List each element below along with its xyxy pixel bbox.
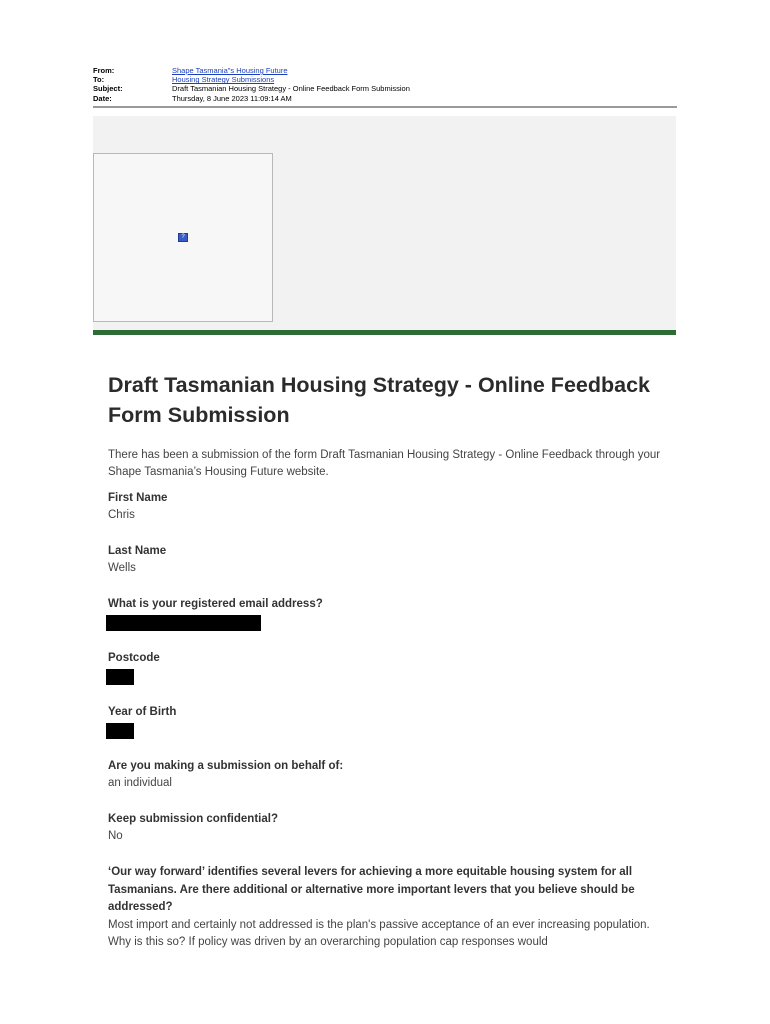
page-title: Draft Tasmanian Housing Strategy - Online Feedback Form Submission (108, 373, 650, 427)
broken-image-icon: ? (178, 233, 188, 242)
field-email (108, 596, 668, 631)
field-behalf (108, 758, 668, 792)
field-year-of-birth (108, 704, 668, 739)
last-name-value: Wells (108, 562, 136, 574)
levers-question-label: ‘Our way forward’ identifies several levers for achieving a more equitable housing system for all Tasmanians. Are there additional or alternative more important levers that you believe should be addressed? (108, 866, 635, 913)
email-header (93, 66, 677, 103)
first-name-value: Chris (108, 509, 135, 521)
header-divider (93, 106, 677, 108)
redacted-postcode (106, 669, 134, 685)
header-subject-row (93, 84, 677, 93)
banner-image-placeholder (93, 153, 273, 322)
to-label: To: (93, 75, 105, 85)
first-name-label: First Name (108, 492, 168, 504)
header-from-row (93, 66, 677, 75)
header-to-row (93, 75, 677, 84)
field-last-name (108, 543, 668, 577)
behalf-label: Are you making a submission on behalf of: (108, 760, 344, 772)
postcode-label: Postcode (108, 652, 160, 664)
to-link[interactable]: Housing Strategy Submissions (172, 75, 275, 85)
date-value: Thursday, 8 June 2023 11:09:14 AM (172, 93, 292, 103)
subject-label: Subject: (93, 84, 123, 94)
last-name-label: Last Name (108, 545, 167, 557)
confidential-label: Keep submission confidential? (108, 813, 278, 825)
field-first-name (108, 490, 668, 524)
redacted-email (106, 615, 261, 631)
header-date-row (93, 94, 677, 103)
accent-divider (93, 330, 676, 335)
field-postcode (108, 650, 668, 685)
form-submission (108, 370, 668, 952)
levers-question-answer: Most import and certainly not addressed is the plan's passive acceptance of an ever increasing population. Why is this so? If policy was driven by an overarching population cap responses would (108, 918, 650, 948)
intro-text: There has been a submission of the form Draft Tasmanian Housing Strategy - Online Feedback through your Shape Tasmania’s Housing Future website. (108, 449, 661, 478)
behalf-value: an individual (108, 777, 172, 789)
field-confidential (108, 811, 668, 845)
year-of-birth-label: Year of Birth (108, 706, 177, 718)
date-label: Date: (93, 93, 112, 103)
field-levers-question (108, 864, 668, 952)
email-label: What is your registered email address? (108, 598, 323, 610)
subject-value: Draft Tasmanian Housing Strategy - Online Feedback Form Submission (172, 84, 410, 94)
redacted-year-of-birth (106, 723, 134, 739)
from-label: From: (93, 66, 115, 75)
from-link[interactable]: Shape Tasmania"s Housing Future (172, 66, 288, 75)
confidential-value: No (108, 830, 123, 842)
